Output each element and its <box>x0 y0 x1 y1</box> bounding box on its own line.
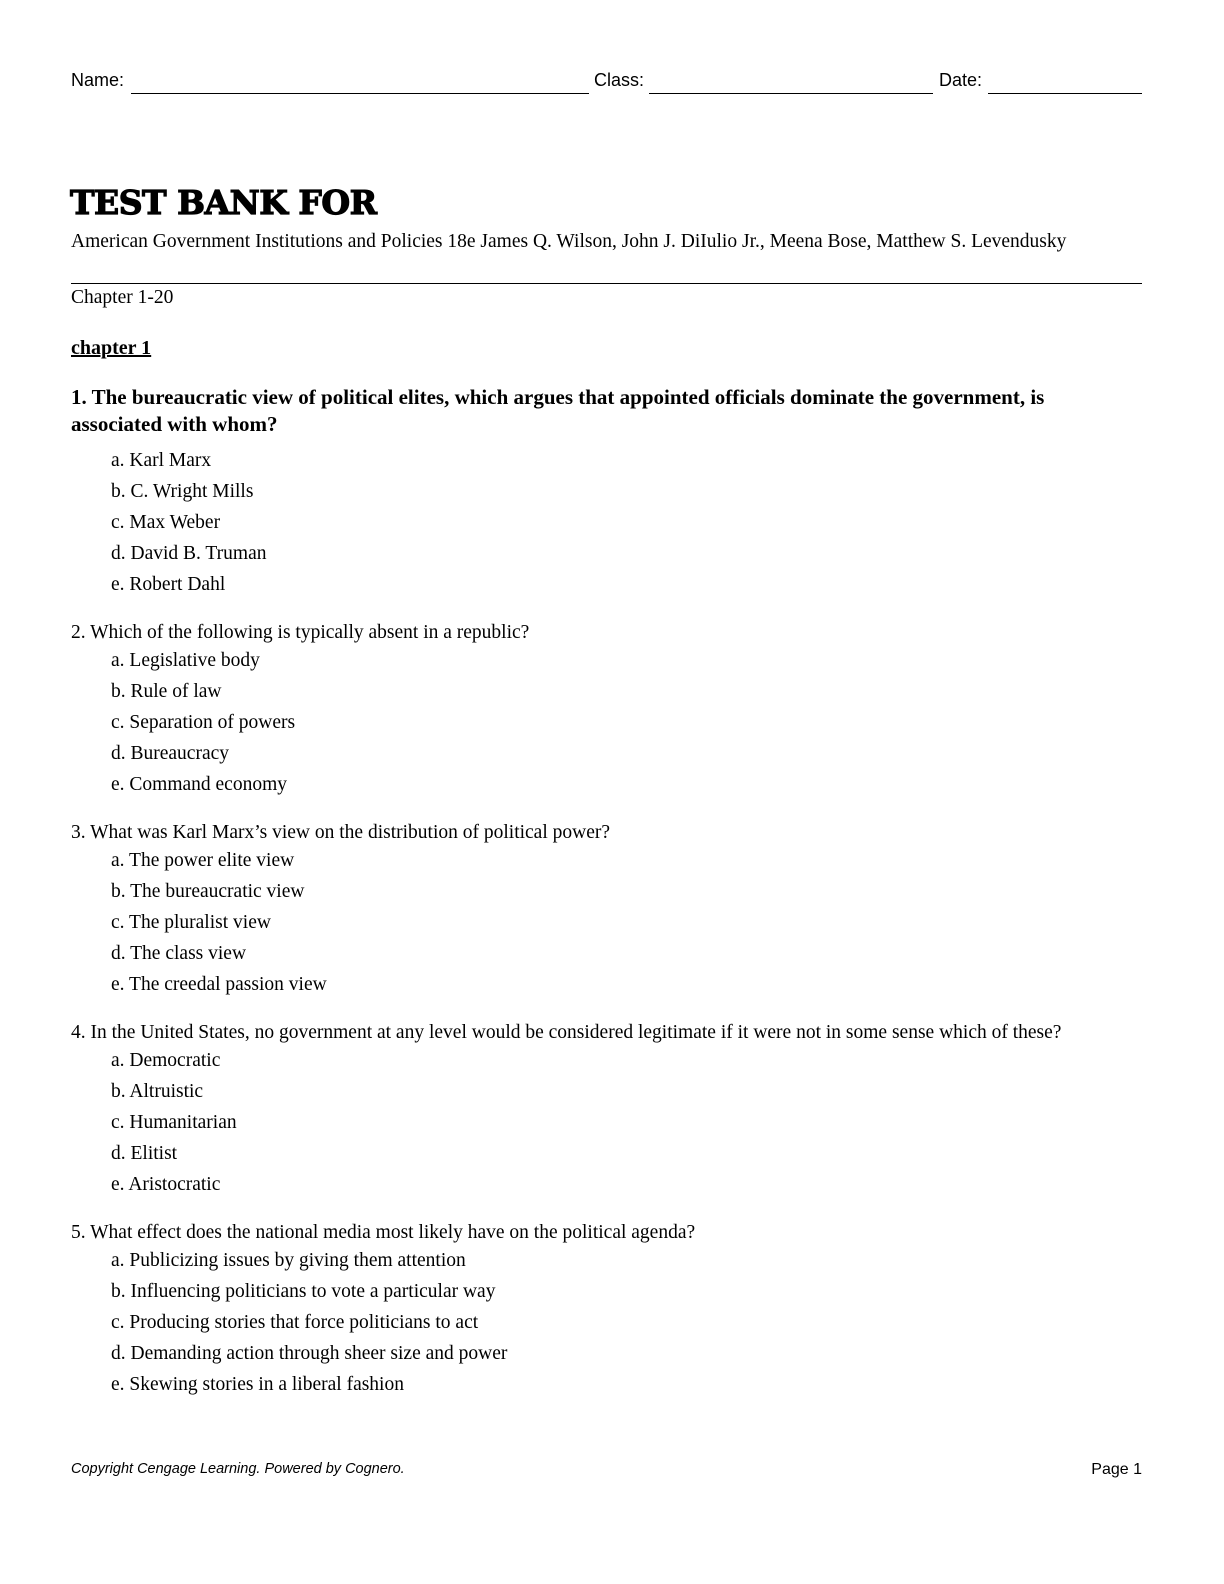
answer-option: a. Publicizing issues by giving them attention <box>111 1250 466 1271</box>
class-label: Class: <box>594 70 645 90</box>
question-stem: 1. The bureaucratic view of political elites, which argues that appointed officials dominate the government, is associated with whom? <box>71 385 1045 436</box>
class-field-line[interactable] <box>649 93 933 94</box>
question-list <box>71 384 1131 1400</box>
question-4 <box>71 1020 1131 1200</box>
answer-option: d. Demanding action through sheer size and power <box>111 1343 508 1364</box>
answer-option: e. Command economy <box>111 774 288 795</box>
answer-option: d. Bureaucracy <box>111 743 230 764</box>
book-title: American Government Institutions and Policies 18e James Q. Wilson, John J. DiIulio Jr., Meena Bose, Matthew S. Levendusky <box>71 231 1067 252</box>
question-stem: 5. What effect does the national media most likely have on the political agenda? <box>71 1222 696 1243</box>
question-3 <box>71 820 1131 1000</box>
answer-options <box>71 845 1131 1000</box>
name-label: Name: <box>71 70 125 90</box>
page-title: TEST BANK FOR <box>70 183 377 222</box>
question-stem: 4. In the United States, no government at any level would be considered legitimate if it were not in some sense which of these? <box>71 1022 1062 1043</box>
answer-options <box>71 1045 1131 1200</box>
answer-option: e. The creedal passion view <box>111 974 327 995</box>
answer-option: c. Humanitarian <box>111 1112 237 1133</box>
date-label: Date: <box>939 70 983 90</box>
answer-option: a. The power elite view <box>111 850 295 871</box>
divider <box>71 283 1142 284</box>
chapter-heading: chapter 1 <box>71 337 152 359</box>
question-stem: 3. What was Karl Marx’s view on the distribution of political power? <box>71 822 611 843</box>
name-field-line[interactable] <box>131 93 589 94</box>
answer-options <box>71 1245 1131 1400</box>
chapter-range: Chapter 1-20 <box>71 287 174 308</box>
question-5 <box>71 1220 1131 1400</box>
answer-option: b. The bureaucratic view <box>111 881 305 902</box>
question-2 <box>71 620 1131 800</box>
answer-option: c. Max Weber <box>111 512 221 533</box>
answer-option: b. C. Wright Mills <box>111 481 254 502</box>
answer-options <box>71 645 1131 800</box>
answer-option: d. David B. Truman <box>111 543 267 564</box>
answer-option: d. The class view <box>111 943 247 964</box>
footer-page-number: Page 1 <box>1091 1461 1142 1478</box>
answer-option: b. Rule of law <box>111 681 222 702</box>
answer-option: c. Separation of powers <box>111 712 296 733</box>
answer-option: b. Altruistic <box>111 1081 204 1102</box>
answer-option: c. The pluralist view <box>111 912 271 933</box>
answer-option: e. Skewing stories in a liberal fashion <box>111 1374 404 1395</box>
answer-option: e. Robert Dahl <box>111 574 226 595</box>
answer-option: e. Aristocratic <box>111 1174 221 1195</box>
answer-options <box>71 445 1131 600</box>
footer-copyright: Copyright Cengage Learning. Powered by Cognero. <box>71 1461 405 1477</box>
date-field-line[interactable] <box>988 93 1142 94</box>
answer-option: c. Producing stories that force politicians to act <box>111 1312 479 1333</box>
answer-option: a. Democratic <box>111 1050 221 1071</box>
answer-option: a. Karl Marx <box>111 450 212 471</box>
answer-option: b. Influencing politicians to vote a particular way <box>111 1281 496 1302</box>
header-fields <box>71 70 1142 98</box>
answer-option: a. Legislative body <box>111 650 260 671</box>
question-1 <box>71 384 1131 600</box>
answer-option: d. Elitist <box>111 1143 178 1164</box>
question-stem: 2. Which of the following is typically absent in a republic? <box>71 622 530 643</box>
